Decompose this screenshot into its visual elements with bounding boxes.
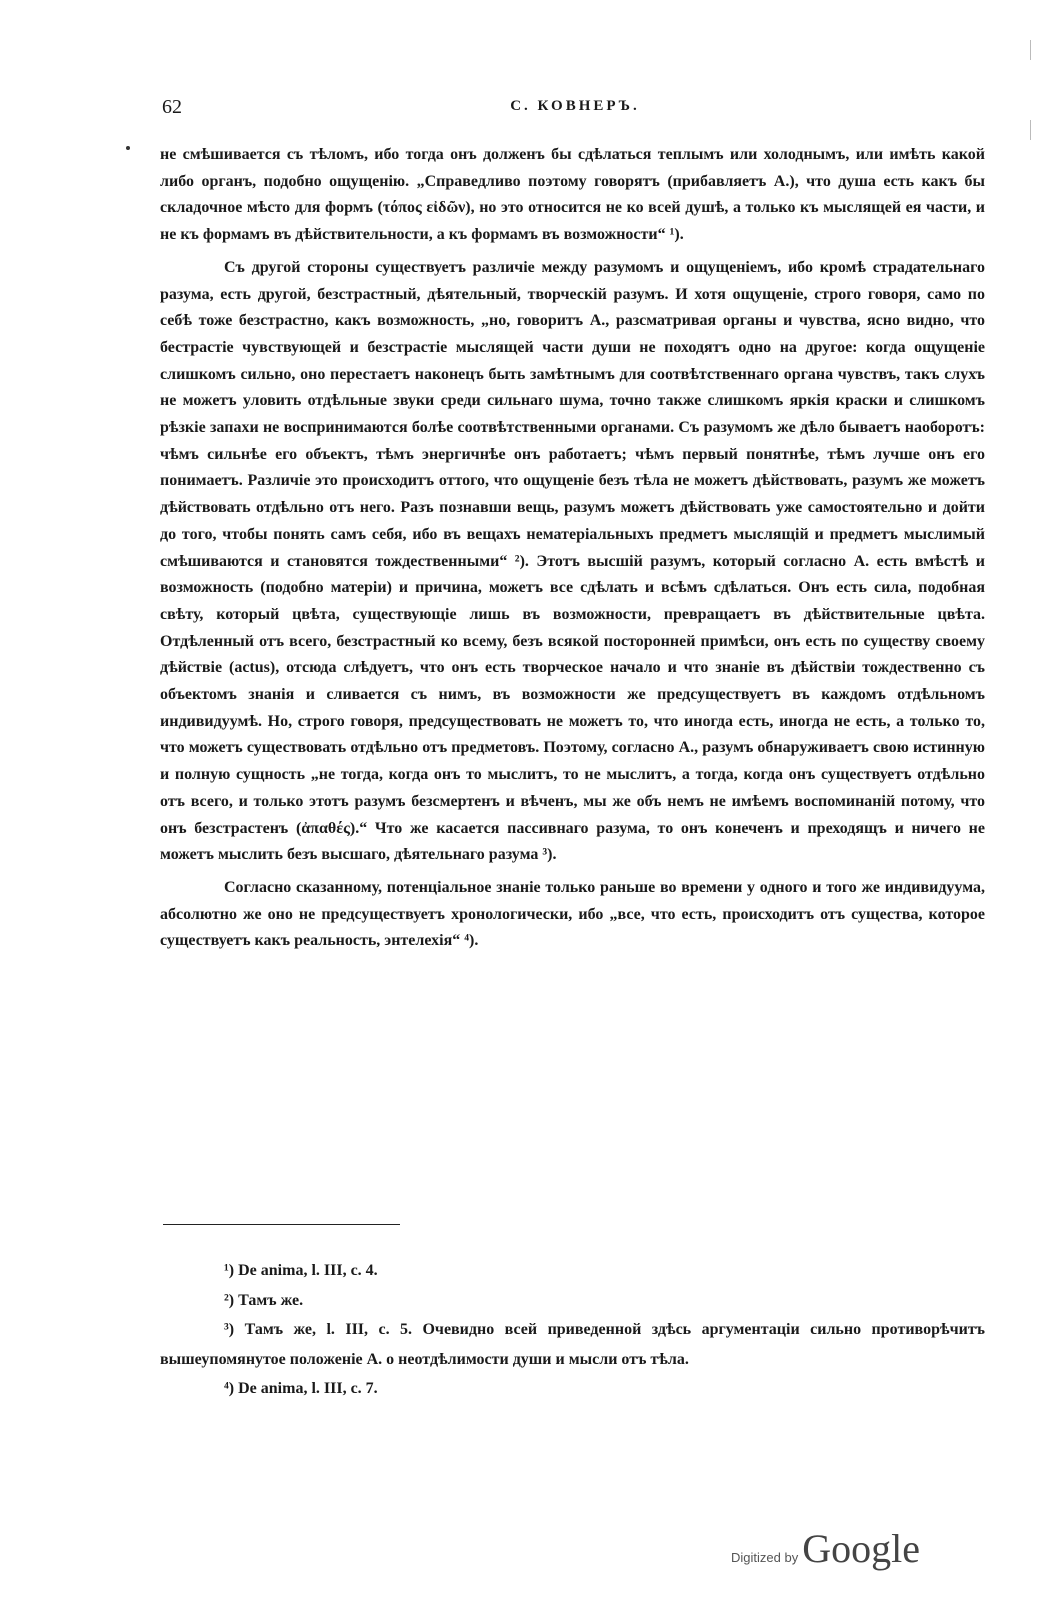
running-head: С. КОВНЕРЪ. [510, 98, 640, 114]
digitized-by-google-watermark [731, 1525, 920, 1572]
page-number: 62 [162, 96, 182, 118]
footnote-2: ²) Тамъ же. [224, 1291, 304, 1309]
watermark-prefix: Digitized by [731, 1550, 799, 1565]
footnote-3: ³) Тамъ же, l. III, c. 5. Очевидно всей приведенной здѣсь аргументаціи сильно противорѣчитъ вышеупомянутое положеніе А. о неотдѣлимости души и мысли отъ тѣла. [160, 1321, 985, 1368]
footnotes [160, 1256, 985, 1404]
footnote-rule [163, 1224, 400, 1225]
paragraph-1: не смѣшивается съ тѣломъ, ибо тогда онъ долженъ бы сдѣлаться теплымъ или холоднымъ, или имѣть какой либо органъ, подобно ощущенію. „Справедливо поэтому говорятъ (прибавляетъ А.), что душа есть какъ бы складочное мѣсто для формъ (τόπος εἰδῶν), но это относится не ко всей душѣ, а только къ мыслящей ея части, и не къ формамъ въ дѣйствительности, а къ формамъ въ возможности“ ¹). [160, 146, 985, 244]
page-header [160, 96, 990, 122]
footnote-4: ⁴) De anima, l. III, c. 7. [224, 1380, 378, 1397]
body-text [160, 142, 985, 961]
footnote-1: ¹) De anima, l. III, c. 4. [224, 1262, 378, 1279]
paragraph-3: Согласно сказанному, потенціальное знаніе только раньше во времени у одного и того же индивидуума, абсолютно же оно не предсуществуетъ хронологически, ибо „все, что есть, происходитъ отъ существа, которое существуетъ какъ реальность, энтелехія“ ⁴). [160, 878, 985, 950]
margin-mark [126, 146, 130, 150]
page-edge-line [1030, 40, 1031, 60]
google-logo: Google [802, 1526, 920, 1571]
page-edge-line [1030, 120, 1031, 140]
paragraph-2: Съ другой стороны существуетъ различіе между разумомъ и ощущеніемъ, ибо кромѣ страдательнаго разума, есть другой, безстрастный, дѣятельный, творческій разумъ. И хотя ощущеніе, строго говоря, само по себѣ тоже безстрастно, какъ возможность, „но, говоритъ А., разсматривая органы и чувства, ясно видно, что бестрастіе чувствующей и безстрастіе мыслящей части души не походятъ одно на другое: когда ощущеніе слишкомъ сильно, оно перестаетъ наконецъ быть замѣтнымъ для соотвѣтственнаго органа чувствъ, такъ слухъ не можетъ уловить отдѣльные звуки среди сильнаго шума, точно также слишкомъ яркія краски и слишкомъ рѣзкіе запахи не воспринимаются болѣе соотвѣтственными органами. Съ разумомъ же дѣло бываетъ наоборотъ: чѣмъ сильнѣе его объектъ, тѣмъ энергичнѣе онъ работаетъ; чѣмъ первый понятнѣе, тѣмъ лучше онъ его понимаетъ. Различіе это происходитъ оттого, что ощущеніе безъ тѣла не можетъ дѣйствовать, разумъ же можетъ дѣйствовать отдѣльно отъ него. Разъ познавши вещь, разумъ можетъ дѣйствовать уже самостоятельно и дойти до того, чтобы понять самъ себя, ибо въ вещахъ нематеріальныхъ предметъ мыслящій и предметъ мыслимый смѣшиваются и становятся тождественными“ ²). Этотъ высшій разумъ, который согласно А. есть вмѣстѣ и возможность (подобно матеріи) и причина, можетъ все сдѣлать и всѣмъ сдѣлаться. Онъ есть сила, подобная свѣту, который цвѣта, существующіе лишь въ возможности, превращаетъ въ дѣйствительные цвѣта. Отдѣленный отъ всего, безстрастный ко всему, безъ всякой посторонней примѣси, онъ есть по существу своему дѣйствіе (actus), отсюда слѣдуетъ, что онъ есть творческое начало и что знаніе въ дѣйствіи тождественно съ объектомъ знанія и сливается съ нимъ, въ возможности же предсуществуетъ въ каждомъ отдѣльномъ индивидуумѣ. Но, строго говоря, предсуществовать не можетъ то, что иногда есть, иногда не есть, а только то, что можетъ существовать отдѣльно отъ предметовъ. Поэтому, согласно А., разумъ обнаруживаетъ свою истинную и полную сущность „не тогда, когда онъ то мыслитъ, то не мыслитъ, а тогда, когда онъ существуетъ отдѣльно отъ всего, и только этотъ разумъ безсмертенъ и вѣченъ, мы же объ немъ не имѣемъ воспоминаній потому, что онъ безстрастенъ (ἀπαθές).“ Что же касается пассивнаго разума, то онъ конеченъ и преходящъ и ничего не можетъ мыслить безъ высшаго, дѣятельнаго разума ³). [160, 258, 985, 864]
